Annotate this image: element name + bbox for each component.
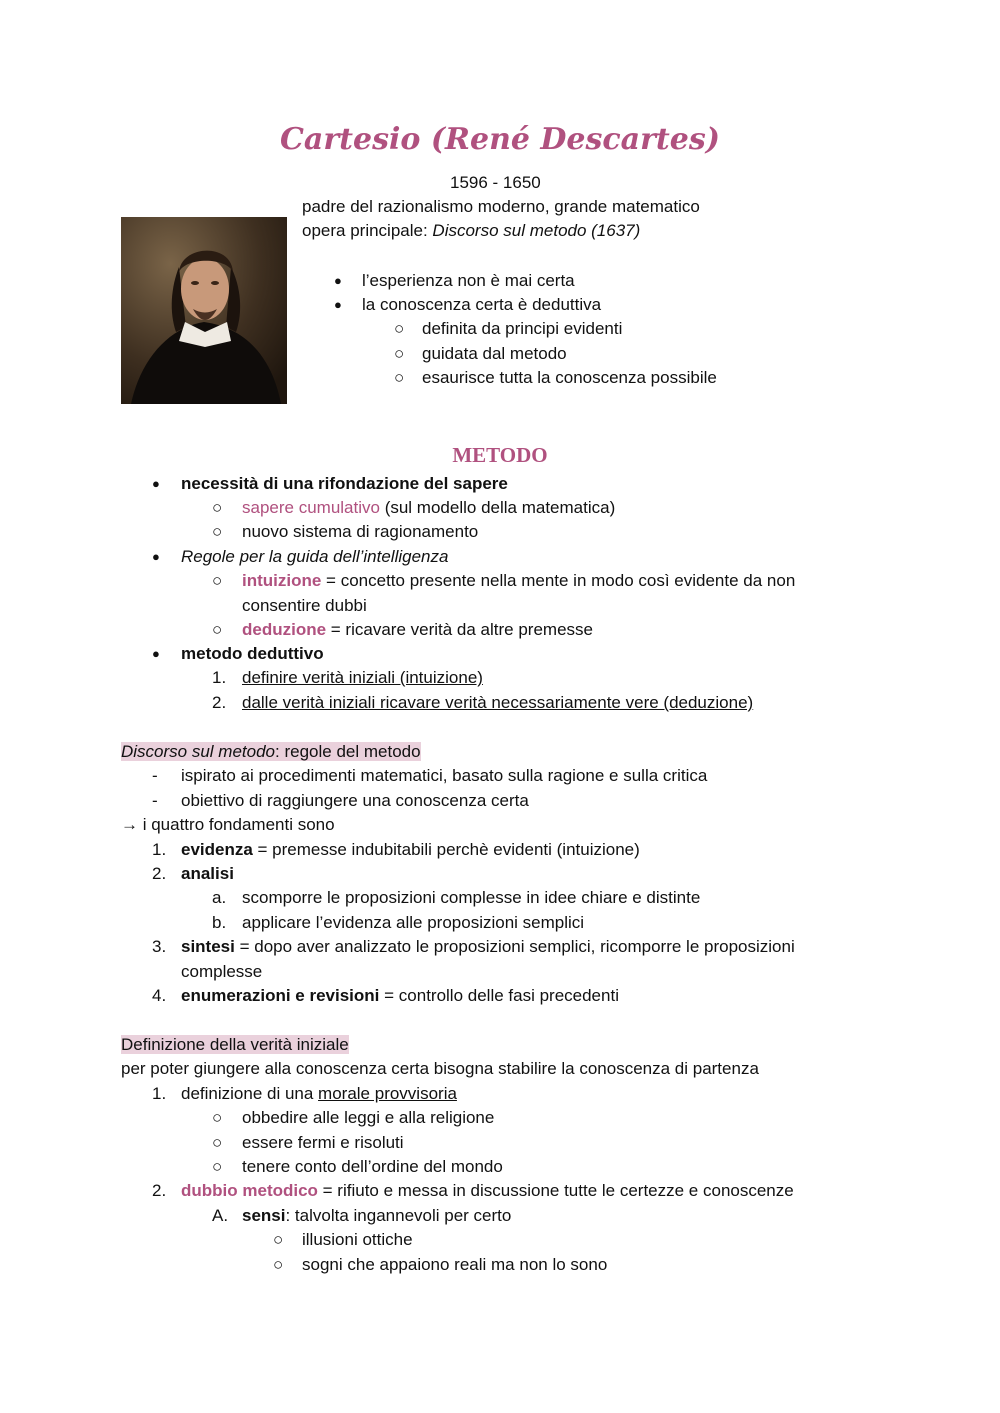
def-enumerazioni: = controllo delle fasi precedenti [379,986,619,1005]
term-intuizione: intuizione [242,571,322,590]
intro-sub-3: esaurisce tutta la conoscenza possibile [422,368,717,387]
metodo-bullet-2: Regole per la guida dell’intelligenza [181,547,449,566]
dash-marker: - [152,766,158,785]
dubbio-sensi [242,1206,511,1226]
bullet-marker: ● [334,297,342,312]
metodo-deduzione [242,620,593,640]
list-number: 2. [152,1181,167,1200]
intro-sub-2: guidata dal metodo [422,344,567,363]
intro-bullet-1: l’esperienza non è mai certa [362,271,575,290]
fondamento-1 [181,840,640,860]
list-letter: a. [212,888,227,907]
list-number: 2. [152,864,167,883]
sub-bullet-marker: ○ [212,571,223,590]
sub-bullet-marker: ○ [212,1133,223,1152]
term-rest: (sul modello della matematica) [379,498,616,517]
term-deduzione: deduzione [242,620,327,639]
section-heading-metodo: METODO [452,443,548,467]
sub-bullet-marker: ○ [212,1157,223,1176]
intro-bullet-2: la conoscenza certa è deduttiva [362,295,602,314]
def-intuizione: = concetto presente nella mente in modo così evidente da non [321,571,796,590]
sub-bullet-marker: ○ [212,498,223,517]
metodo-sub-1 [242,498,615,518]
page-title: Cartesio (René Descartes) [280,122,720,157]
regole-dash-2: obiettivo di raggiungere una conoscenza certa [181,791,529,810]
sub-bullet-marker: ○ [212,1108,223,1127]
analisi-b: applicare l’evidenza alle proposizioni semplici [242,913,585,932]
fondamento-3 [181,937,795,957]
list-number: 1. [152,840,167,859]
analisi-a: scomporre le proposizioni complesse in idee chiare e distinte [242,888,701,907]
term-sintesi: sintesi [181,937,235,956]
life-years: 1596 - 1650 [450,173,541,192]
list-number: 2. [212,693,227,712]
morale-sub-3: tenere conto dell’ordine del mondo [242,1157,503,1176]
sensi-sub-1: illusioni ottiche [302,1230,413,1249]
def-sintesi: = dopo aver analizzato le proposizioni semplici, ricomporre le proposizioni [234,937,795,956]
bullet-marker: ● [334,273,342,288]
morale-sub-1: obbedire alle leggi e alla religione [242,1108,495,1127]
verita-point-2 [181,1181,794,1201]
author-description: padre del razionalismo moderno, grande matematico [302,197,700,216]
def-deduzione: = ricavare verità da altre premesse [326,620,593,639]
regole-arrow-line: → i quattro fondamenti sono [121,815,335,834]
metodo-bullet-1: necessità di una rifondazione del sapere [181,474,508,493]
main-work-line [302,221,640,241]
list-number: 1. [212,668,227,687]
term-sapere-cumulativo: sapere cumulativo [242,498,380,517]
fondamento-4 [181,986,619,1006]
list-letter: A. [212,1206,229,1225]
term-evidenza: evidenza [181,840,253,859]
descartes-portrait [121,217,287,404]
verita-title-text: Definizione della verità iniziale [121,1035,349,1054]
sub-bullet-marker: ○ [212,522,223,541]
list-number: 1. [152,1084,167,1103]
sub-bullet-marker: ○ [273,1230,284,1249]
term-dubbio-metodico: dubbio metodico [181,1181,318,1200]
regole-title-work: Discorso sul metodo [121,742,276,761]
term-analisi: analisi [181,864,234,883]
sensi-sub-2: sogni che appaiono reali ma non lo sono [302,1255,608,1274]
term-enumerazioni: enumerazioni e revisioni [181,986,380,1005]
sub-bullet-marker: ○ [212,620,223,639]
metodo-step-2: dalle verità iniziali ricavare verità necessariamente vere (deduzione) [242,693,754,712]
metodo-step-1: definire verità iniziali (intuizione) [242,668,483,687]
list-letter: b. [212,913,227,932]
term-sensi: sensi [242,1206,286,1225]
verita-point-1 [181,1084,457,1104]
verita-title [121,1035,349,1055]
bullet-marker: ● [152,646,160,661]
portrait-image [121,217,287,404]
verita-point-1-text: definizione di una [181,1084,319,1103]
sub-bullet-marker: ○ [394,344,405,363]
bullet-marker: ● [152,549,160,564]
metodo-sub-2: nuovo sistema di ragionamento [242,522,479,541]
verita-intro: per poter giungere alla conoscenza certa bisogna stabilire la conoscenza di partenza [121,1059,759,1078]
def-sensi: : talvolta ingannevoli per certo [285,1206,512,1225]
term-morale-provvisoria: morale provvisoria [318,1084,457,1103]
regole-title [121,742,421,762]
list-number: 4. [152,986,167,1005]
metodo-intuizione [242,571,795,591]
sub-bullet-marker: ○ [394,319,405,338]
sub-bullet-marker: ○ [394,368,405,387]
regole-title-rest: : regole del metodo [275,742,421,761]
sub-bullet-marker: ○ [273,1255,284,1274]
metodo-bullet-3: metodo deduttivo [181,644,324,663]
bullet-marker: ● [152,476,160,491]
regole-dash-1: ispirato ai procedimenti matematici, basato sulla ragione e sulla critica [181,766,708,785]
metodo-intuizione-cont: consentire dubbi [242,596,367,615]
list-number: 3. [152,937,167,956]
intro-sub-1: definita da principi evidenti [422,319,623,338]
def-dubbio-metodico: = rifiuto e messa in discussione tutte le certezze e conoscenze [317,1181,794,1200]
main-work-label: opera principale: [302,221,433,240]
fondamento-3-cont: complesse [181,962,263,981]
morale-sub-2: essere fermi e risoluti [242,1133,404,1152]
def-evidenza: = premesse indubitabili perchè evidenti (intuizione) [252,840,640,859]
dash-marker: - [152,791,158,810]
main-work-title: Discorso sul metodo (1637) [432,221,641,240]
